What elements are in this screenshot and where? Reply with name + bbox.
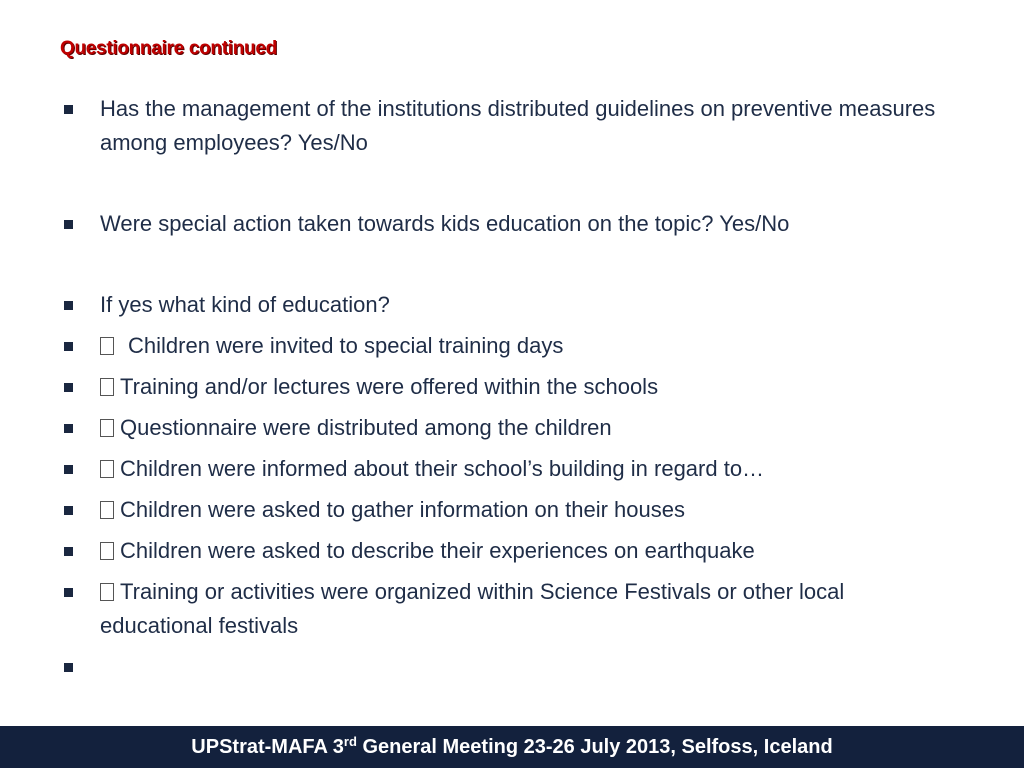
footer-text-prefix: UPStrat-MAFA 3 bbox=[191, 736, 344, 758]
bullet-item bbox=[62, 329, 942, 363]
square-bullet-icon bbox=[64, 424, 73, 433]
checkbox-icon bbox=[100, 337, 114, 355]
bullet-item bbox=[62, 493, 942, 527]
bullet-text: If yes what kind of education? bbox=[100, 292, 390, 317]
bullet-text: Were special action taken towards kids education on the topic? Yes/No bbox=[100, 211, 790, 236]
bullet-text: Training and/or lectures were offered within the schools bbox=[120, 374, 659, 399]
square-bullet-icon bbox=[64, 588, 73, 597]
square-bullet-icon bbox=[64, 301, 73, 310]
bullet-item bbox=[62, 92, 942, 160]
checkbox-icon bbox=[100, 378, 114, 396]
bullet-item bbox=[62, 370, 942, 404]
bullet-list bbox=[62, 92, 942, 684]
square-bullet-icon bbox=[64, 220, 73, 229]
bullet-item bbox=[62, 575, 942, 643]
square-bullet-icon bbox=[64, 547, 73, 556]
checkbox-icon bbox=[100, 542, 114, 560]
bullet-item bbox=[62, 534, 942, 568]
footer-bar bbox=[0, 726, 1024, 768]
checkbox-icon bbox=[100, 501, 114, 519]
checkbox-icon bbox=[100, 460, 114, 478]
square-bullet-icon bbox=[64, 342, 73, 351]
bullet-item bbox=[62, 411, 942, 445]
checkbox-icon bbox=[100, 583, 114, 601]
footer-superscript: rd bbox=[343, 734, 357, 749]
bullet-text: Training or activities were organized within Science Festivals or other local educational festivals bbox=[100, 579, 845, 638]
bullet-text: Children were invited to special training days bbox=[128, 333, 564, 358]
slide-title: Questionnaire continued bbox=[60, 38, 277, 59]
bullet-text: Children were asked to describe their experiences on earthquake bbox=[120, 538, 755, 563]
square-bullet-icon bbox=[64, 465, 73, 474]
checkbox-icon bbox=[100, 419, 114, 437]
bullet-text: Children were asked to gather information on their houses bbox=[120, 497, 685, 522]
square-bullet-icon bbox=[64, 383, 73, 392]
bullet-text: Questionnaire were distributed among the children bbox=[120, 415, 612, 440]
bullet-item bbox=[62, 288, 942, 322]
bullet-item-empty bbox=[62, 650, 942, 684]
bullet-item bbox=[62, 452, 942, 486]
square-bullet-icon bbox=[64, 663, 73, 672]
bullet-item bbox=[62, 207, 942, 241]
footer-text-suffix: General Meeting 23-26 July 2013, Selfoss, Iceland bbox=[356, 736, 833, 758]
square-bullet-icon bbox=[64, 506, 73, 515]
bullet-text: Children were informed about their school’s building in regard to… bbox=[120, 456, 765, 481]
square-bullet-icon bbox=[64, 105, 73, 114]
bullet-text: Has the management of the institutions distributed guidelines on preventive measures among employees? Yes/No bbox=[100, 96, 936, 155]
